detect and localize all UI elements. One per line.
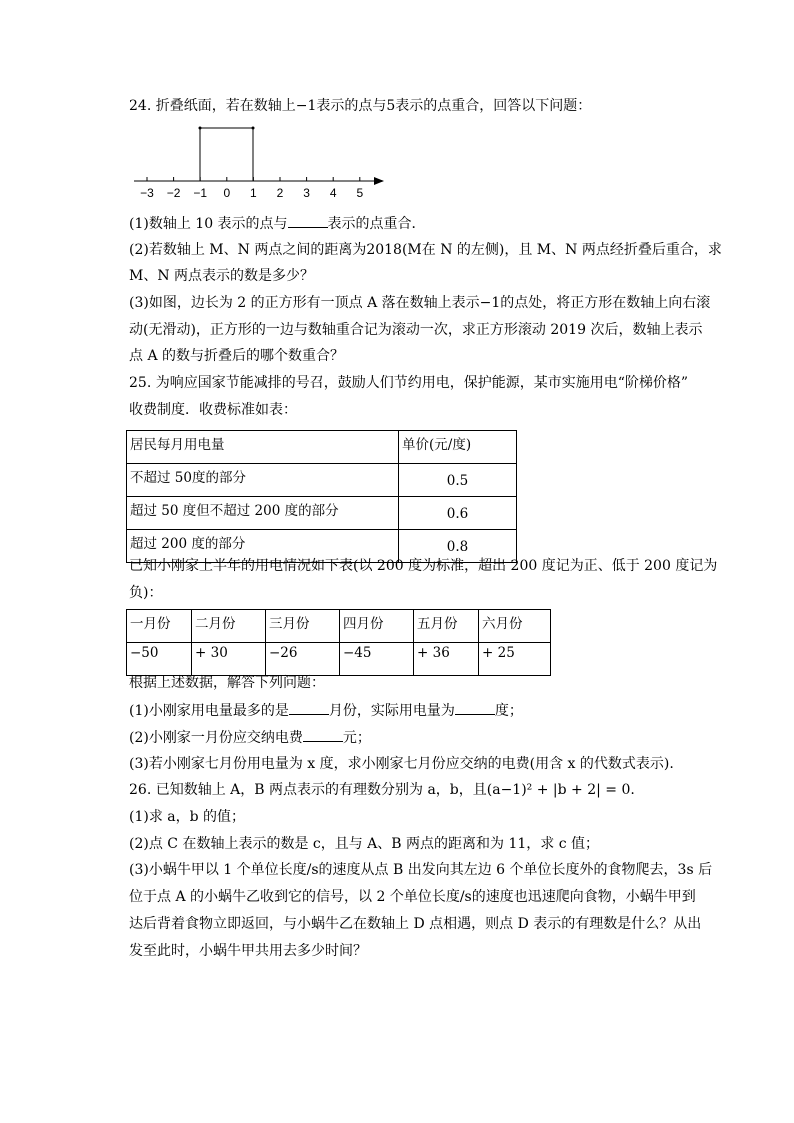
axis-tick-label: 4: [329, 186, 337, 200]
axis-tick-label: 2: [276, 186, 284, 200]
q25-usage-intro-line1: 已知小刚家上半年的用电情况如下表(以 200 度为标准，超出 200 度记为正、低于 200 度记为: [129, 558, 718, 574]
table-header-cell: 二月份: [192, 610, 266, 643]
table-header-cell: 五月份: [414, 610, 479, 643]
q25-part2: (2)小刚家一月份应交纳电费 元；: [129, 727, 371, 748]
q25-usage-intro-line2: 负)：: [129, 585, 163, 601]
usage-table: [126, 609, 551, 676]
arrow-icon: [374, 177, 384, 185]
table-cell: 0.8: [399, 530, 517, 563]
table-cell: −50: [127, 643, 192, 676]
table-row: [127, 497, 517, 530]
table-cell: 0.5: [399, 464, 517, 497]
q26-part3-line4: 发至此时，小蜗牛甲共用去多少时间？: [129, 943, 367, 959]
table-cell: −45: [340, 643, 414, 676]
number-line-figure: [128, 118, 390, 202]
axis-tick-label: 1: [250, 186, 257, 200]
table-header-cell: 一月份: [127, 610, 192, 643]
q24-part3-line1: (3)如图，边长为 2 的正方形有一顶点 A 落在数轴上表示−1的点处，将正方形在数轴上向右滚: [129, 295, 711, 311]
q24-part1: (1)数轴上 10 表示的点与 表示的点重合．: [129, 213, 426, 234]
q26-part2: (2)点 C 在数轴上表示的数是 c，且与 A、B 两点的距离和为 11，求 c 值；: [129, 836, 600, 852]
q26-part3-line2: 位于点 A 的小蜗牛乙收到它的信号，以 2 个单位长度/s的速度也迅速爬向食物，小蜗牛甲到: [129, 889, 696, 905]
table-cell: 超过 200 度的部分: [127, 530, 399, 563]
q26-part1: (1)求 a，b 的值；: [129, 809, 246, 825]
q24-part3-line3: 点 A 的数与折叠后的哪个数重合？: [129, 348, 345, 364]
q25-part3: (3)若小刚家七月份用电量为 x 度，求小刚家七月份应交纳的电费(用含 x 的代数式表示).: [129, 756, 674, 772]
table-cell: + 30: [192, 643, 266, 676]
axis-tick-label: 0: [223, 186, 231, 200]
q25-solve-prompt: 根据上述数据，解答下列问题：: [129, 675, 325, 691]
table-row: [127, 464, 517, 497]
q25-title-line2: 收费制度．收费标准如表：: [129, 402, 297, 418]
table-row: [127, 643, 551, 676]
table-row: [127, 431, 517, 464]
answer-blank[interactable]: [303, 727, 343, 742]
q25-title-line1: 25. 为响应国家节能减排的号召，鼓励人们节约用电，保护能源，某市实施用电“阶梯价格”: [129, 375, 689, 391]
axis-tick-label: −1: [193, 186, 208, 200]
axis-tick-label: 3: [303, 186, 310, 200]
axis-tick-label: −3: [140, 186, 154, 200]
price-table: [126, 430, 517, 563]
table-header-cell: 单价(元/度): [399, 431, 517, 464]
table-cell: + 25: [479, 643, 551, 676]
q24-title: 24. 折叠纸面，若在数轴上−1表示的点与5表示的点重合，回答以下问题：: [129, 98, 592, 114]
axis-tick-label: 5: [356, 186, 364, 200]
table-cell: 不超过 50度的部分: [127, 464, 399, 497]
table-header-cell: 居民每月用电量: [127, 431, 399, 464]
q24-part3-line2: 动(无滑动)，正方形的一边与数轴重合记为滚动一次，求正方形滚动 2019 次后，数轴上表示: [129, 322, 703, 338]
table-header-cell: 六月份: [479, 610, 551, 643]
square-shape: [200, 128, 253, 181]
answer-blank[interactable]: [289, 700, 329, 715]
answer-blank[interactable]: [455, 700, 495, 715]
axis-tick-label: −2: [166, 186, 181, 200]
q25-part1: (1)小刚家用电量最多的是 月份，实际用电量为 度；: [129, 700, 523, 721]
table-header-cell: 三月份: [266, 610, 340, 643]
table-cell: + 36: [414, 643, 479, 676]
q24-part2-line1: (2)若数轴上 M、N 两点之间的距离为2018(M在 N 的左侧)，且 M、N 两点经折叠后重合，求: [129, 242, 722, 258]
q26-part3-line1: (3)小蜗牛甲以 1 个单位长度/s的速度从点 B 出发向其左边 6 个单位长度外的食物爬去，3s 后: [129, 862, 713, 878]
q26-part3-line3: 达后背着食物立即返回，与小蜗牛乙在数轴上 D 点相遇，则点 D 表示的有理数是什么？从出: [129, 916, 702, 932]
table-row: [127, 610, 551, 643]
table-cell: 0.6: [399, 497, 517, 530]
answer-blank[interactable]: [288, 213, 328, 228]
table-cell: −26: [266, 643, 340, 676]
table-header-cell: 四月份: [340, 610, 414, 643]
table-cell: 超过 50 度但不超过 200 度的部分: [127, 497, 399, 530]
q24-part2-line2: M、N 两点表示的数是多少？: [129, 268, 315, 284]
q26-title: 26. 已知数轴上 A，B 两点表示的有理数分别为 a，b，且(a−1)² + |b + 2| = 0.: [129, 782, 635, 798]
